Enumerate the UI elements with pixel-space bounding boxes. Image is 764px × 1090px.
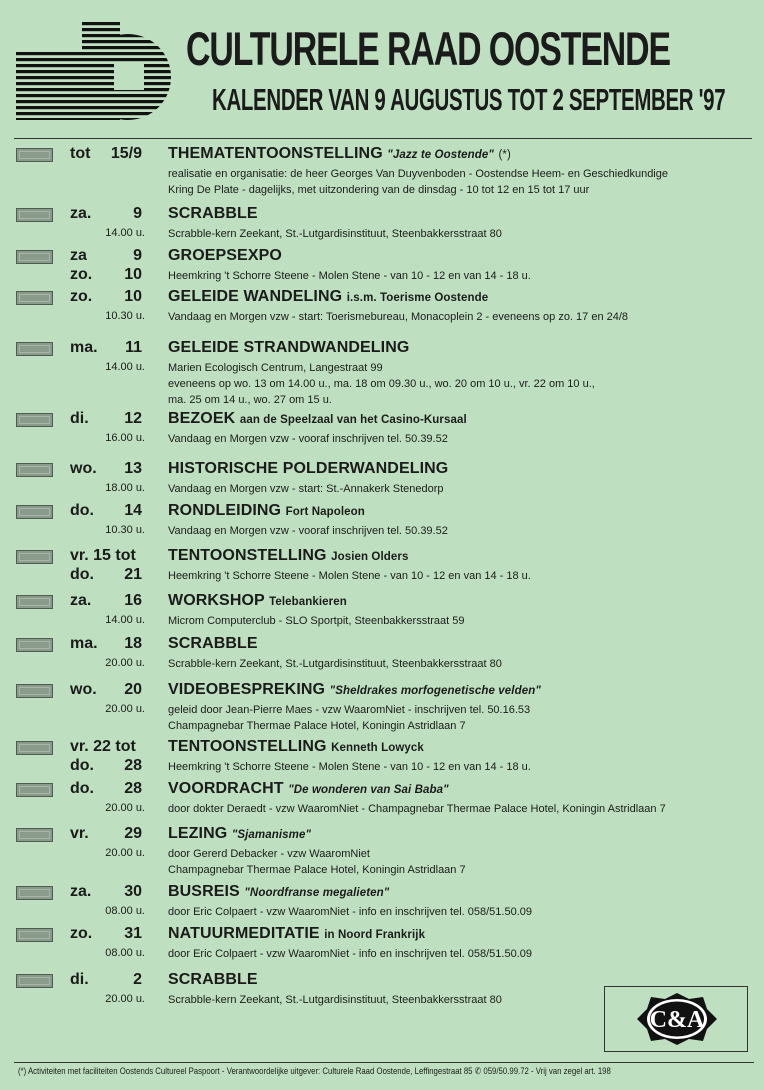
event-description-line: Scrabble-kern Zeekant, St.-Lutgardisinstituut, Steenbakkersstraat 80 [168, 658, 502, 670]
event-marker [16, 741, 53, 755]
event-description-line: Champagnebar Thermae Palace Hotel, Koningin Astridlaan 7 [168, 720, 466, 732]
event-description [168, 992, 502, 1008]
event-time: 14.00 u. [105, 361, 145, 373]
event-title-line [168, 592, 347, 611]
event-description-line: Heemkring 't Schorre Steene - Molen Stene - van 10 - 12 en van 14 - 18 u. [168, 761, 531, 773]
event-marker [16, 684, 53, 698]
event-title: SCRABBLE [168, 635, 258, 652]
event-description [168, 904, 532, 920]
divider-top [14, 138, 752, 139]
event-date: 13 [124, 460, 142, 477]
event-subtitle: i.s.m. Toerisme Oostende [346, 292, 489, 304]
event-title-line [168, 145, 511, 164]
event-day: do. [70, 502, 94, 519]
event-description-line: Vandaag en Morgen vzw - start: St.-Annakerk Stenedorp [168, 483, 444, 495]
event-marker [16, 595, 53, 609]
event-day: di. [70, 971, 89, 988]
event-description [168, 759, 531, 775]
event-description-line: Kring De Plate - dagelijks, met uitzondering van de dinsdag - 10 tot 12 en 15 tot 17 uur [168, 184, 590, 196]
event-time: 08.00 u. [105, 905, 145, 917]
event-marker [16, 828, 53, 842]
event-description [168, 946, 532, 962]
event-marker [16, 208, 53, 222]
event-date: 28 [124, 780, 142, 797]
event-date: 20 [124, 681, 142, 698]
ca-logo [635, 991, 719, 1047]
event-description [168, 702, 530, 734]
event-description-line: door dokter Deraedt - vzw WaaromNiet - Champagnebar Thermae Palace Hotel, Koningin Astridlaan 7 [168, 803, 666, 815]
event-marker [16, 550, 53, 564]
event-day: za. [70, 592, 92, 609]
event-marker [16, 928, 53, 942]
event-theme: "De wonderen van Sai Baba" [288, 784, 449, 796]
event-time: 10.30 u. [105, 310, 145, 322]
event-title-line [168, 825, 311, 844]
event-time: 16.00 u. [105, 432, 145, 444]
event-description [168, 166, 668, 198]
event-description [168, 613, 465, 629]
page-subtitle: KALENDER VAN 9 AUGUSTUS TOT 2 SEPTEMBER '97 [212, 82, 726, 117]
event-title: RONDLEIDING [168, 502, 282, 519]
event-title-line [168, 502, 365, 521]
event-date: 11 [125, 339, 142, 356]
event-description-line: geleid door Jean-Pierre Maes - vzw WaaromNiet - inschrijven tel. 50.16.53 [168, 704, 531, 716]
event-date: 14 [124, 502, 142, 519]
footer-note: (*) Activiteiten met faciliteiten Oostends Cultureel Paspoort - Verantwoordelijke uitgever: Culturele Raad Oostende, Leffingestraat 85 ✆ 059/50.99.72 - Vrij van zegel art. 198 [18, 1066, 611, 1077]
page-title: CULTURELE RAAD OOSTENDE [186, 22, 671, 75]
event-date: 9 [133, 247, 142, 264]
event-day: za. [70, 205, 92, 222]
event-marker [16, 291, 53, 305]
event-day: do. [70, 780, 94, 797]
event-description-line: Vandaag en Morgen vzw - vooraf inschrijven tel. 50.39.52 [168, 433, 448, 445]
event-date: 10 [124, 288, 142, 305]
sponsor-box [604, 986, 748, 1052]
event-title-line [168, 339, 409, 357]
event-marker [16, 250, 53, 264]
event-description-line: Vandaag en Morgen vzw - vooraf inschrijven tel. 50.39.52 [168, 525, 448, 537]
event-day: vr. 22 tot [70, 738, 136, 755]
event-description [168, 846, 466, 878]
event-subtitle: Telebankieren [269, 596, 347, 608]
divider-bottom [14, 1062, 754, 1063]
event-description-line: realisatie en organisatie: de heer Georges Van Duyvenboden - Oostendse Heem- en Geschiedkundige [168, 168, 668, 180]
event-time: 08.00 u. [105, 947, 145, 959]
event-date-end: 28 [124, 757, 142, 774]
event-day: zo. [70, 925, 93, 942]
event-time: 20.00 u. [105, 993, 145, 1005]
event-description [168, 481, 444, 497]
event-title: THEMATENTOONSTELLING [168, 145, 383, 162]
event-title: WORKSHOP [168, 592, 265, 609]
event-day: vr. [70, 825, 89, 842]
event-day-end: zo. [70, 266, 93, 283]
event-date: 29 [124, 825, 142, 842]
event-title-line [168, 460, 448, 478]
event-description [168, 268, 531, 284]
event-time: 20.00 u. [105, 847, 145, 859]
event-title: VIDEOBESPREKING [168, 681, 326, 698]
event-date: 15/9 [110, 145, 142, 162]
event-time: 14.00 u. [105, 227, 145, 239]
event-title-line [168, 681, 541, 700]
event-description-line: Marien Ecologisch Centrum, Langestraat 99 [168, 362, 383, 374]
event-day-end: do. [70, 566, 94, 583]
event-title-line [168, 547, 408, 566]
event-date-end: 21 [124, 566, 142, 583]
event-title: HISTORISCHE POLDERWANDELING [168, 460, 449, 477]
event-day-end: do. [70, 757, 94, 774]
event-subtitle: Josien Olders [331, 551, 409, 563]
event-description-line: door Eric Colpaert - vzw WaaromNiet - info en inschrijven tel. 058/51.50.09 [168, 948, 532, 960]
event-note-marker: (*) [498, 149, 511, 161]
event-subtitle: Fort Napoleon [285, 506, 365, 518]
event-title: SCRABBLE [168, 205, 258, 222]
event-day: di. [70, 410, 89, 427]
event-title-line [168, 410, 467, 429]
event-date: 12 [124, 410, 142, 427]
event-description [168, 801, 666, 817]
event-date: 30 [124, 883, 142, 900]
event-title: GELEIDE WANDELING [168, 288, 343, 305]
event-marker [16, 505, 53, 519]
event-title-line [168, 288, 488, 307]
event-theme: "Jazz te Oostende" [387, 149, 494, 161]
event-theme: "Sheldrakes morfogenetische velden" [329, 685, 541, 697]
event-day: vr. 15 tot [70, 547, 136, 564]
header [0, 0, 764, 135]
event-marker [16, 413, 53, 427]
event-description-line: Microm Computerclub - SLO Sportpit, Steenbakkersstraat 59 [168, 615, 465, 627]
event-date: 31 [124, 925, 142, 942]
event-title: VOORDRACHT [168, 780, 284, 797]
event-marker [16, 342, 53, 356]
event-subtitle: in Noord Frankrijk [324, 929, 426, 941]
event-day: za. [70, 883, 92, 900]
event-theme: "Noordfranse megalieten" [244, 887, 390, 899]
event-title-line [168, 925, 425, 944]
event-day: ma. [70, 339, 98, 356]
event-day: zo. [70, 288, 93, 305]
event-title: GELEIDE STRANDWANDELING [168, 339, 410, 356]
event-subtitle: aan de Speelzaal van het Casino-Kursaal [239, 414, 467, 426]
event-title: SCRABBLE [168, 971, 258, 988]
event-day: ma. [70, 635, 98, 652]
event-date: 9 [133, 205, 142, 222]
event-description-line: door Eric Colpaert - vzw WaaromNiet - info en inschrijven tel. 058/51.50.09 [168, 906, 532, 918]
event-description [168, 309, 628, 325]
event-time: 14.00 u. [105, 614, 145, 626]
kb-logo [16, 22, 178, 120]
event-description-line: Scrabble-kern Zeekant, St.-Lutgardisinstituut, Steenbakkersstraat 80 [168, 994, 502, 1006]
ca-logo-text: C&A [649, 1007, 705, 1033]
event-description [168, 656, 502, 672]
event-title-line [168, 247, 282, 265]
event-description-line: Heemkring 't Schorre Steene - Molen Stene - van 10 - 12 en van 14 - 18 u. [168, 270, 531, 282]
event-title-line [168, 738, 424, 757]
event-description-line: door Gererd Debacker - vzw WaaromNiet [168, 848, 370, 860]
event-marker [16, 974, 53, 988]
event-date-end: 10 [124, 266, 142, 283]
event-marker [16, 886, 53, 900]
event-marker [16, 783, 53, 797]
event-date: 16 [124, 592, 142, 609]
event-time: 20.00 u. [105, 802, 145, 814]
event-description-line: Champagnebar Thermae Palace Hotel, Koningin Astridlaan 7 [168, 864, 466, 876]
event-marker [16, 638, 53, 652]
event-time: 20.00 u. [105, 657, 145, 669]
event-title-line [168, 883, 389, 902]
event-title-line [168, 780, 449, 799]
event-description-line: ma. 25 om 14 u., wo. 27 om 15 u. [168, 394, 332, 406]
event-description [168, 226, 502, 242]
event-title: LEZING [168, 825, 228, 842]
event-description [168, 523, 448, 539]
event-marker [16, 148, 53, 162]
event-day: za [70, 247, 87, 264]
event-title-line [168, 635, 258, 653]
event-time: 20.00 u. [105, 703, 145, 715]
event-date: 18 [124, 635, 142, 652]
event-title: GROEPSEXPO [168, 247, 282, 264]
event-title-line [168, 971, 258, 989]
event-description-line: Vandaag en Morgen vzw - start: Toerismebureau, Monacoplein 2 - eveneens op zo. 17 en 24/8 [168, 311, 629, 323]
event-title-line [168, 205, 258, 223]
event-theme: "Sjamanisme" [231, 829, 312, 841]
event-title: TENTOONSTELLING [168, 738, 327, 755]
event-time: 10.30 u. [105, 524, 145, 536]
event-description-line: Scrabble-kern Zeekant, St.-Lutgardisinstituut, Steenbakkersstraat 80 [168, 228, 502, 240]
event-description-line: Heemkring 't Schorre Steene - Molen Stene - van 10 - 12 en van 14 - 18 u. [168, 570, 531, 582]
event-title: NATUURMEDITATIE [168, 925, 320, 942]
event-marker [16, 463, 53, 477]
event-day: wo. [70, 460, 97, 477]
event-description [168, 360, 595, 408]
event-title: BUSREIS [168, 883, 240, 900]
event-description-line: eveneens op wo. 13 om 14.00 u., ma. 18 om 09.30 u., wo. 20 om 10 u., vr. 22 om 10 u., [168, 378, 595, 390]
event-time: 18.00 u. [105, 482, 145, 494]
event-title: TENTOONSTELLING [168, 547, 327, 564]
event-description [168, 431, 448, 447]
event-subtitle: Kenneth Lowyck [331, 742, 424, 754]
event-description [168, 568, 531, 584]
event-date: 2 [133, 971, 142, 988]
event-day: tot [70, 145, 91, 162]
event-day: wo. [70, 681, 97, 698]
event-title: BEZOEK [168, 410, 236, 427]
